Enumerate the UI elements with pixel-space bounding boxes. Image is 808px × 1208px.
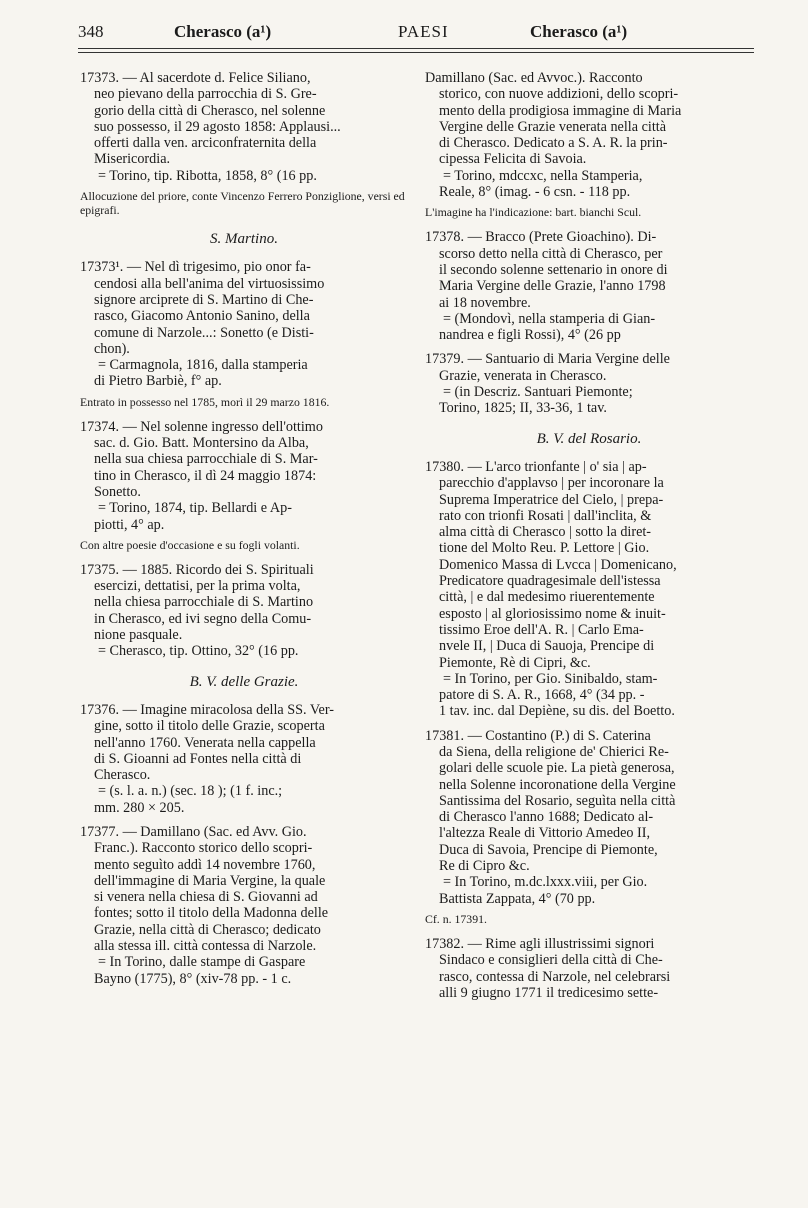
entry-line: 17382. — Rime agli illustrissimi signori <box>425 935 655 952</box>
page-header <box>78 20 754 46</box>
entry-line: golari delle scuole pie. La pietà generosa, <box>439 760 675 777</box>
entry-note: L'imagine ha l'indicazione: bart. bianchi Scul. <box>425 205 642 220</box>
entry-line: Duca di Savoia, Prencipe di Piemonte, <box>439 841 658 858</box>
entry-line: signore arciprete di S. Martino di Che- <box>94 291 314 308</box>
section-heading: S. Martino. <box>210 231 278 248</box>
entry-line: l'altezza Reale di Vittorio Amedeo II, <box>439 825 651 842</box>
entry-line: parecchio d'applavso | per incoronare la <box>439 475 664 492</box>
header-rule <box>78 52 754 53</box>
entry-line: ai 18 novembre. <box>439 294 531 311</box>
entry-note: Con altre poesie d'occasione e su fogli volanti. <box>80 537 300 552</box>
left-column <box>80 70 408 995</box>
entry-line: di Cherasco. Dedicato a S. A. R. la prin- <box>439 135 668 152</box>
entry-line: patore di S. A. R., 1668, 4° (34 pp. - <box>439 687 645 704</box>
entry-line: Damillano (Sac. ed Avvoc.). Racconto <box>425 70 643 86</box>
entry-line: fontes; sotto il titolo della Madonna delle <box>94 905 329 922</box>
entry-line: scorso detto nella città di Cherasco, per <box>439 245 663 262</box>
entry-line: in Cherasco, ed ivi segno della Comu- <box>94 610 312 627</box>
entry-line: 17377. — Damillano (Sac. ed Avv. Gio. <box>80 823 307 840</box>
entry-line: dell'immagine di Maria Vergine, la quale <box>94 872 326 889</box>
entry-line: Predicatore quadragesimale dell'istessa <box>439 573 661 590</box>
entry-line: = Torino, 1874, tip. Bellardi e Ap- <box>98 500 292 517</box>
entry-line: storico, con nuove addizioni, dello scopri- <box>439 86 679 103</box>
entry-note: Entrato in possesso nel 1785, morì il 29 marzo 1816. <box>80 394 330 409</box>
entry-line: tissimo Eroe dell'A. R. | Carlo Ema- <box>439 621 644 638</box>
entry-line: comune di Narzole...: Sonetto (e Disti- <box>94 324 314 341</box>
entry-line: Sonetto. <box>94 483 141 500</box>
entry-line: = (s. l. a. n.) (sec. 18 ); (1 f. inc.; <box>98 783 283 800</box>
page-number: 348 <box>78 22 104 41</box>
entry-line: Vergine delle Grazie venerata nella città <box>439 118 667 135</box>
entry-line: = In Torino, m.dc.lxxx.viii, per Gio. <box>443 874 648 891</box>
entry-line: 17374. — Nel solenne ingresso dell'ottimo <box>80 418 323 435</box>
entry-line: = Cherasco, tip. Ottino, 32° (16 pp. <box>98 643 299 660</box>
entry-line: di Cherasco l'anno 1688; Dedicato al- <box>439 809 654 826</box>
entry-17373-1 <box>80 259 408 389</box>
entry-line: nell'anno 1760. Venerata nella cappella <box>94 734 316 751</box>
entry-line: esposto | al gloriosissimo nome & inuit- <box>439 605 666 622</box>
entry-line: Misericordia. <box>94 151 171 168</box>
entry-line: offerti dalla ven. arciconfraternita della <box>94 135 317 152</box>
section-heading: B. V. del Rosario. <box>536 430 642 447</box>
entry-line: = (in Descriz. Santuari Piemonte; <box>443 384 633 401</box>
entry-17376 <box>80 702 408 816</box>
entry-line: nione pasquale. <box>94 627 183 644</box>
entry-line: Reale, 8° (imag. - 6 csn. - 118 pp. <box>439 184 631 201</box>
entry-line: 1 tav. inc. dal Depiène, su dis. del Boetto. <box>439 703 675 720</box>
running-title-left: Cherasco (a¹) <box>174 22 272 41</box>
entry-line: mento della prodigiosa immagine di Maria <box>439 102 682 119</box>
entry-17381 <box>425 728 753 907</box>
entry-line: chon). <box>94 340 130 357</box>
entry-line: Sindaco e consiglieri della città di Che- <box>439 952 663 969</box>
entry-line: gine, sotto il titolo delle Grazie, scoperta <box>94 718 325 735</box>
entry-line: = Torino, tip. Ribotta, 1858, 8° (16 pp. <box>98 167 317 184</box>
entry-line: Domenico Massa di Lvcca | Domenicano, <box>439 556 677 573</box>
entry-line: = (Mondovì, nella stamperia di Gian- <box>443 310 656 327</box>
entry-17374 <box>80 419 408 533</box>
entry-line: Piemonte, Rè di Cipri, &c. <box>439 654 591 671</box>
section-heading: B. V. delle Grazie. <box>189 673 299 690</box>
entry-line: neo pievano della parrocchia di S. Gre- <box>94 86 317 103</box>
entry-line: di Pietro Barbiè, f° ap. <box>94 373 222 390</box>
entry-line: Grazie, venerata in Cherasco. <box>439 367 607 384</box>
entry-line: sac. d. Gio. Batt. Montersino da Alba, <box>94 435 309 452</box>
entry-line: 17373. — Al sacerdote d. Felice Siliano, <box>80 70 311 86</box>
entry-line: Battista Zappata, 4° (70 pp. <box>439 890 596 907</box>
entry-line: Suprema Imperatrice del Cielo, | prepa- <box>439 491 664 508</box>
entry-line: suo possesso, il 29 agosto 1858: Applausi... <box>94 118 341 135</box>
entry-line: Re di Cipro &c. <box>439 858 530 875</box>
entry-17375 <box>80 562 408 660</box>
entry-line: 17379. — Santuario di Maria Vergine delle <box>425 351 670 368</box>
right-column <box>425 70 753 1009</box>
entry-line: = In Torino, per Gio. Sinibaldo, stam- <box>443 670 658 687</box>
entry-17373 <box>80 70 408 184</box>
entry-line: = Carmagnola, 1816, dalla stamperia <box>98 357 308 374</box>
entry-line: = In Torino, dalle stampe di Gaspare <box>98 954 306 971</box>
header-rule <box>78 48 754 49</box>
entry-line: il secondo solenne settenario in onore di <box>439 261 668 278</box>
entry-line: esercizi, dettatisi, per la prima volta, <box>94 578 301 595</box>
entry-17380 <box>425 459 753 720</box>
entry-note: Cf. n. 17391. <box>425 911 487 926</box>
entry-line: 17378. — Bracco (Prete Gioachino). Di- <box>425 229 657 246</box>
entry-line: nella Solenne incoronatione della Vergine <box>439 776 676 793</box>
entry-line: Maria Vergine delle Grazie, l'anno 1798 <box>439 278 666 295</box>
entry-line: nvele II, | Duca di Sauoja, Prencipe di <box>439 638 655 655</box>
entry-line: gorio della città di Cherasco, nel solenne <box>94 102 326 119</box>
entry-line: 17375. — 1885. Ricordo dei S. Spirituali <box>80 561 314 578</box>
entry-line: 17373¹. — Nel dì trigesimo, pio onor fa- <box>80 259 311 276</box>
entry-line: mento seguìto addì 14 novembre 1760, <box>94 856 316 873</box>
entry-line: Grazie, nella città di Cherasco; dedicato <box>94 921 321 938</box>
running-title-right: Cherasco (a¹) <box>530 22 628 41</box>
entry-line: Bayno (1775), 8° (xiv-78 pp. - 1 c. <box>94 970 292 987</box>
entry-17382 <box>425 936 753 1001</box>
running-title-center: PAESI <box>398 22 449 41</box>
entry-line: rasco, Giacomo Antonio Sanino, della <box>94 308 310 325</box>
entry-note: Allocuzione del priore, conte Vincenzo Ferrero Ponziglione, versi ed epigrafi. <box>80 189 405 218</box>
entry-17377 <box>80 824 408 987</box>
entry-line: tino in Cherasco, il dì 24 maggio 1874: <box>94 467 317 484</box>
entry-line: Santissima del Rosario, seguìta nella città <box>439 792 676 809</box>
entry-17379 <box>425 351 753 416</box>
entry-line: alli 9 giugno 1771 il tredicesimo sette- <box>439 984 659 1001</box>
entry-line: città, | e dal medesimo riuerentemente <box>439 589 655 606</box>
entry-line: nella sua chiesa parrocchiale di S. Mar- <box>94 451 318 468</box>
entry-line: nella chiesa parrocchiale di S. Martino <box>94 594 314 611</box>
entry-line: da Siena, della religione de' Chierici Re- <box>439 743 669 760</box>
entry-line: Franc.). Racconto storico dello scopri- <box>94 840 313 857</box>
entry-line: 17380. — L'arco trionfante | o' sia | ap- <box>425 458 647 475</box>
entry-line: 17376. — Imagine miracolosa della SS. Ver- <box>80 701 334 718</box>
entry-line: di S. Gioanni ad Fontes nella città di <box>94 750 302 767</box>
entry-line: nandrea e figli Rossi), 4° (26 pp <box>439 327 621 344</box>
entry-line: piotti, 4° ap. <box>94 516 165 533</box>
entry-17378 <box>425 229 753 343</box>
entry-line: = Torino, mdccxc, nella Stamperia, <box>443 167 643 184</box>
entry-line: tione del Molto Reu. P. Lettore | Gio. <box>439 540 650 557</box>
entry-line: 17381. — Costantino (P.) di S. Caterina <box>425 727 651 744</box>
entry-line: Cherasco. <box>94 767 151 784</box>
entry-line: alma città di Cherasco | sotto la diret- <box>439 524 652 541</box>
entry-line: mm. 280 × 205. <box>94 799 185 816</box>
entry-line: cipessa Felicita di Savoia. <box>439 151 587 168</box>
entry-line: rato con trionfi Rosati | dall'inclita, & <box>439 507 652 524</box>
entry-line: Torino, 1825; II, 33-36, 1 tav. <box>439 400 607 417</box>
entry-line: alla stessa ill. città contessa di Narzole. <box>94 938 317 955</box>
entry-line: rasco, contessa di Narzole, nel celebrarsi <box>439 968 671 985</box>
entry-line: cendosi alla bell'anima del virtuosissimo <box>94 275 325 292</box>
entry-damillano-continued <box>425 70 753 200</box>
entry-line: si venera nella chiesa di S. Giovanni ad <box>94 889 318 906</box>
